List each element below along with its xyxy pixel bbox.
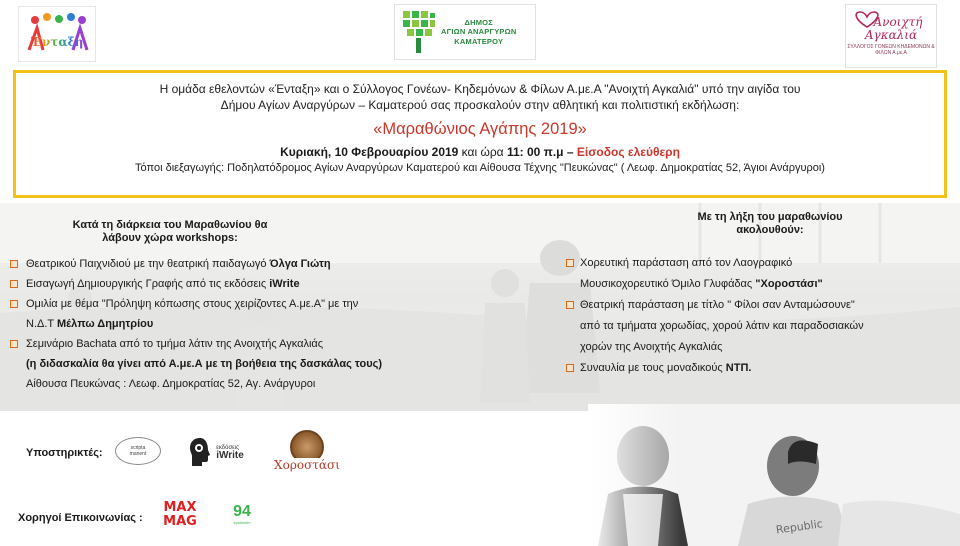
item-highlight: ΝΤΠ. [725, 362, 752, 374]
item-highlight: Μέλπω Δημητρίου [56, 318, 154, 330]
item-text: Ομιλία με θέμα "Πρόληψη κόπωσης στους χειρίζοντες Α.με.Α" με την [26, 298, 359, 310]
item-highlight: iWrite [269, 278, 300, 290]
free-entry-label: Είσοδος ελεύθερη [573, 145, 680, 159]
iwrite-logo [180, 434, 252, 470]
list-item-continuation: από τα τμήματα χορωδίας, χορού λάτιν και παραδοσιακών [580, 320, 864, 332]
workshops-heading-line-2: λάβουν χώρα workshops: [102, 232, 238, 244]
program-section [0, 203, 960, 411]
maxmag-line-2: MAG [163, 514, 197, 529]
item-text: Θεατρικού Παιχνιδιού με την θεατρική παιδαγωγό [26, 258, 270, 270]
xorostasi-logo [264, 425, 350, 477]
list-item [560, 295, 960, 316]
iwrite-text [216, 444, 244, 460]
iwrite-big: iWrite [216, 450, 244, 461]
item-highlight: "Χοροστάσι" [755, 278, 823, 290]
workshops-list [0, 254, 470, 394]
list-item [560, 253, 960, 274]
radio-94-number: 94 [233, 502, 251, 520]
municipality-line-2: ΑΓΙΩΝ ΑΝΑΡΓΥΡΩΝ [441, 27, 517, 37]
municipality-name [441, 18, 516, 47]
list-item-continuation: (η διδασκαλία θα γίνει από Α.με.Α με τη βοήθεια της δασκάλας τους) [26, 358, 383, 370]
heart-icon [852, 11, 882, 29]
tree-icon [401, 9, 437, 55]
maxmag-line-1: MAX [163, 500, 197, 515]
municipality-logo [394, 4, 536, 60]
closing-heading [560, 211, 960, 237]
item-text: Ν.Δ.Τ [26, 318, 57, 330]
event-date-line [16, 145, 944, 159]
bullet-icon [566, 301, 574, 309]
list-item [0, 274, 470, 294]
bullet-icon [10, 300, 18, 308]
item-text: Θεατρική παράσταση με τίτλο " Φίλοι σαν Ανταμώσουνε" [580, 299, 855, 311]
workshops-heading-line-1: Κατά τη διάρκεια του Μαραθωνίου θα [72, 219, 268, 231]
list-item-continuation: χορών της Ανοιχτής Αγκαλιάς [580, 341, 723, 353]
date-connector: και ώρα [458, 145, 507, 159]
venue-line: Τόποι διεξαγωγής: Ποδηλατόδρομος Αγίων Αναργύρων Καματερού και Αίθουσα Τέχνης "Πευκώνας" ( Λεωφ. Δημοκρατίας 52, Άγιοι Ανάργυροι) [135, 162, 825, 174]
list-item-continuation [0, 314, 470, 334]
bullet-icon [10, 280, 18, 288]
agkalia-word-2: Αγκαλιά [864, 28, 918, 42]
media-sponsors-label: Χορηγοί Επικοινωνίας : [18, 512, 143, 524]
musicians-photo [588, 404, 960, 546]
item-text: Μουσικοχορευτικό Όμιλο Γλυφάδας [580, 278, 756, 290]
item-text: Σεμινάριο Bachata από το τμήμα λάτιν της Ανοιχτής Αγκαλιάς [26, 338, 324, 350]
radio-94-logo [220, 494, 264, 534]
workshop-location: Αίθουσα Πευκώνας : Λεωφ. Δημοκρατίας 52, Αγ. Ανάργυροι [26, 378, 316, 390]
list-item [0, 254, 470, 274]
scripta-line-2: manent [129, 451, 147, 457]
municipality-line-1: ΔΗΜΟΣ [464, 17, 493, 27]
invitation-intro [16, 81, 944, 113]
scripta-line-1: scripta [130, 445, 146, 451]
municipality-line-3: ΚΑΜΑΤΕΡΟΥ [454, 36, 504, 46]
bullet-icon [566, 259, 574, 267]
iwrite-small: εκδόσεις [216, 445, 240, 451]
agkalia-word-1: Ανοιχτή [873, 15, 923, 29]
list-item [0, 294, 470, 314]
workshops-heading [0, 219, 300, 245]
radio-94-subtitle: epsilonfm [233, 519, 251, 525]
list-item [560, 358, 960, 379]
workshops-column [0, 203, 470, 394]
maxmag-logo [160, 497, 200, 533]
entaxi-logo [18, 6, 96, 62]
xorostasi-name: Χοροστάσι [274, 458, 340, 472]
closing-column [560, 203, 960, 379]
supporters-label: Υποστηρικτές: [26, 447, 103, 459]
anoixti-agkalia-logo [845, 4, 937, 68]
entaxi-wordmark: Ένταξη [30, 35, 84, 49]
bullet-icon [10, 260, 18, 268]
musicians-photo-illustration [588, 404, 960, 546]
head-profile-icon [188, 436, 212, 468]
bullet-icon [10, 340, 18, 348]
intro-line-1: Η ομάδα εθελοντών «Ένταξη» και ο Σύλλογος Γονέων- Κηδεμόνων & Φίλων Α.με.Α "Ανοιχτή Αγκαλιά" υπό την αιγίδα του [159, 82, 801, 96]
item-text: Εισαγωγή Δημιουργικής Γραφής από τις εκδόσεις [26, 278, 270, 290]
agkalia-subtitle: ΣΥΛΛΟΓΟΣ ΓΟΝΕΩΝ ΚΗΔΕΜΟΝΩΝ & ΦΙΛΩΝ Α.με.Α [847, 44, 935, 56]
scripta-manent-logo [115, 437, 161, 465]
event-date: Κυριακή, 10 Φεβρουαρίου 2019 [280, 145, 459, 159]
closing-heading-line-2: ακολουθούν: [736, 224, 804, 236]
bullet-icon [566, 364, 574, 372]
list-item-continuation [560, 274, 960, 295]
event-title: «Μαραθώνιος Αγάπης 2019» [373, 120, 587, 138]
item-text: Συναυλία με τους μοναδικούς [580, 362, 726, 374]
item-text: Χορευτική παράσταση από τον Λαογραφικό [580, 257, 793, 269]
closing-list [560, 253, 960, 379]
invitation-box [13, 70, 947, 198]
event-time: 11: 00 π.μ – [506, 145, 574, 159]
intro-line-2: Δήμου Αγίων Αναργύρων – Καματερού σας προσκαλούν στην αθλητική και πολιτιστική εκδήλωση: [220, 98, 740, 112]
item-highlight: Όλγα Γιώτη [269, 258, 331, 270]
closing-heading-line-1: Με τη λήξη του μαραθωνίου [697, 211, 843, 223]
list-item [0, 334, 470, 354]
